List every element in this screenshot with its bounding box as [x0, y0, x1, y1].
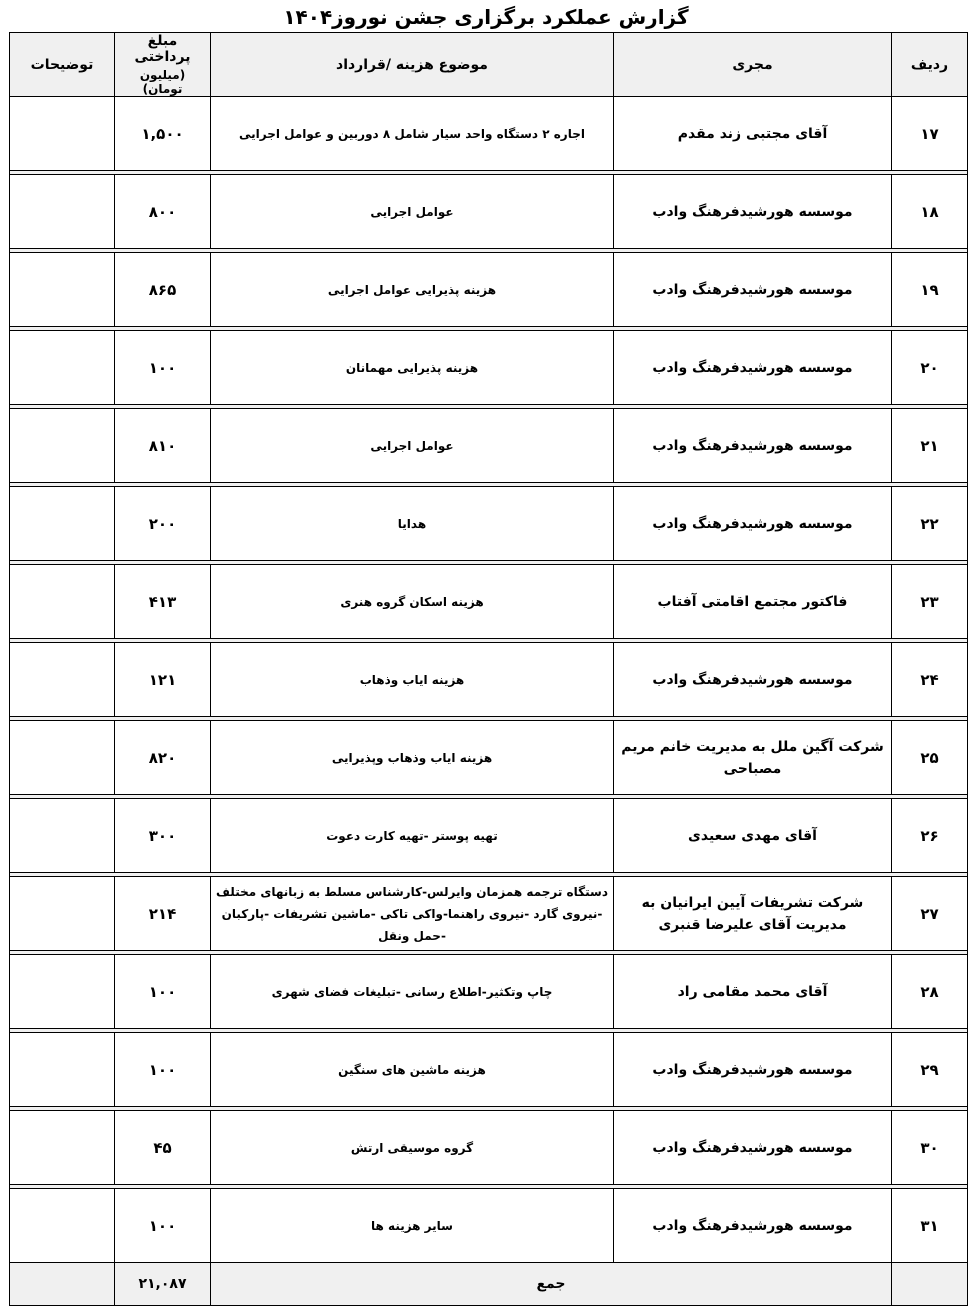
- total-amount: ۲۱,۰۸۷: [115, 1263, 211, 1306]
- notes-cell: [10, 721, 115, 795]
- total-row: [10, 1263, 968, 1306]
- subject-cell: سایر هزینه ها: [211, 1189, 614, 1263]
- row-number-cell: ۲۵: [892, 721, 968, 795]
- subject-cell: چاپ وتکثیر-اطلاع رسانی -تبلیغات فضای شهری: [211, 955, 614, 1029]
- table-row: [10, 877, 968, 951]
- amount-cell: ۱,۵۰۰: [115, 97, 211, 171]
- subject-cell: هزینه ایاب وذهاب وپذیرایی: [211, 721, 614, 795]
- table-row: [10, 409, 968, 483]
- amount-cell: ۱۲۱: [115, 643, 211, 717]
- notes-cell: [10, 565, 115, 639]
- subject-cell: تهیه پوستر -تهیه کارت دعوت: [211, 799, 614, 873]
- row-number-cell: ۳۱: [892, 1189, 968, 1263]
- table-row: [10, 253, 968, 327]
- row-number-cell: ۲۶: [892, 799, 968, 873]
- row-number-cell: ۲۷: [892, 877, 968, 951]
- executor-cell: شرکت تشریفات آیین ایرانیان به مدیریت آقای علیرضا قنبری: [614, 877, 892, 951]
- amount-cell: ۱۰۰: [115, 1189, 211, 1263]
- executor-cell: موسسه هورشیدفرهنگ وادب: [614, 331, 892, 405]
- table-row: [10, 955, 968, 1029]
- subject-cell: اجاره ۲ دستگاه واحد سیار شامل ۸ دوربین و عوامل اجرایی: [211, 97, 614, 171]
- amount-cell: ۸۶۵: [115, 253, 211, 327]
- header-amount: [115, 33, 211, 97]
- amount-cell: ۱۰۰: [115, 955, 211, 1029]
- amount-cell: ۸۲۰: [115, 721, 211, 795]
- notes-cell: [10, 175, 115, 249]
- executor-cell: موسسه هورشیدفرهنگ وادب: [614, 175, 892, 249]
- table-row: [10, 565, 968, 639]
- table-row: [10, 1111, 968, 1185]
- subject-cell: عوامل اجرایی: [211, 175, 614, 249]
- notes-cell: [10, 1033, 115, 1107]
- executor-cell: موسسه هورشیدفرهنگ وادب: [614, 1189, 892, 1263]
- executor-cell: آقای مجتبی زند مقدم: [614, 97, 892, 171]
- row-number-cell: ۲۹: [892, 1033, 968, 1107]
- notes-cell: [10, 1189, 115, 1263]
- table-header-row: [10, 33, 968, 97]
- notes-cell: [10, 331, 115, 405]
- executor-cell: فاکتور مجتمع اقامتی آفتاب: [614, 565, 892, 639]
- header-notes: توضیحات: [10, 33, 115, 97]
- table-row: [10, 1033, 968, 1107]
- notes-cell: [10, 955, 115, 1029]
- amount-cell: ۸۰۰: [115, 175, 211, 249]
- amount-cell: ۳۰۰: [115, 799, 211, 873]
- notes-cell: [10, 643, 115, 717]
- row-number-cell: ۱۷: [892, 97, 968, 171]
- executor-cell: موسسه هورشیدفرهنگ وادب: [614, 1033, 892, 1107]
- amount-cell: ۴۵: [115, 1111, 211, 1185]
- row-number-cell: ۲۴: [892, 643, 968, 717]
- row-number-cell: ۳۰: [892, 1111, 968, 1185]
- header-subject: موضوع هزینه /قرارداد: [211, 33, 614, 97]
- table-row: [10, 799, 968, 873]
- row-number-cell: ۲۰: [892, 331, 968, 405]
- header-executor: مجری: [614, 33, 892, 97]
- table-row: [10, 721, 968, 795]
- amount-cell: ۱۰۰: [115, 1033, 211, 1107]
- total-notes-cell: [10, 1263, 115, 1306]
- row-number-cell: ۲۱: [892, 409, 968, 483]
- notes-cell: [10, 877, 115, 951]
- amount-cell: ۲۱۴: [115, 877, 211, 951]
- header-amount-unit: (میلیون تومان): [139, 68, 186, 96]
- table-row: [10, 97, 968, 171]
- executor-cell: موسسه هورشیدفرهنگ وادب: [614, 643, 892, 717]
- executor-cell: آقای محمد مقامی راد: [614, 955, 892, 1029]
- notes-cell: [10, 487, 115, 561]
- table-row: [10, 643, 968, 717]
- amount-cell: ۱۰۰: [115, 331, 211, 405]
- row-number-cell: ۲۲: [892, 487, 968, 561]
- total-spacer-cell: [892, 1263, 968, 1306]
- subject-cell: هدایا: [211, 487, 614, 561]
- executor-cell: موسسه هورشیدفرهنگ وادب: [614, 1111, 892, 1185]
- table-row: [10, 1189, 968, 1263]
- amount-cell: ۸۱۰: [115, 409, 211, 483]
- subject-cell: هزینه پذیرایی مهمانان: [211, 331, 614, 405]
- notes-cell: [10, 409, 115, 483]
- row-number-cell: ۱۹: [892, 253, 968, 327]
- executor-cell: شرکت آگین ملل به مدیریت خانم مریم مصباحی: [614, 721, 892, 795]
- amount-cell: ۴۱۳: [115, 565, 211, 639]
- subject-cell: هزینه اسکان گروه هنری: [211, 565, 614, 639]
- executor-cell: آقای مهدی سعیدی: [614, 799, 892, 873]
- executor-cell: موسسه هورشیدفرهنگ وادب: [614, 253, 892, 327]
- expense-table: [9, 32, 968, 1306]
- total-label: جمع: [211, 1263, 892, 1306]
- report-title: گزارش عملکرد برگزاری جشن نوروز۱۴۰۴: [283, 5, 689, 29]
- executor-cell: موسسه هورشیدفرهنگ وادب: [614, 409, 892, 483]
- subject-cell: دستگاه ترجمه همزمان وایرلس-کارشناس مسلط به زبانهای مختلف -نیروی گارد -نیروی راهنما-واکی تاکی -ماشین تشریفات -پارکبان -حمل ونقل: [211, 877, 614, 951]
- notes-cell: [10, 799, 115, 873]
- table-body: [10, 97, 968, 1263]
- amount-cell: ۲۰۰: [115, 487, 211, 561]
- notes-cell: [10, 253, 115, 327]
- notes-cell: [10, 97, 115, 171]
- notes-cell: [10, 1111, 115, 1185]
- subject-cell: هزینه ایاب وذهاب: [211, 643, 614, 717]
- subject-cell: عوامل اجرایی: [211, 409, 614, 483]
- row-number-cell: ۲۸: [892, 955, 968, 1029]
- row-number-cell: ۱۸: [892, 175, 968, 249]
- table-row: [10, 331, 968, 405]
- table-row: [10, 487, 968, 561]
- table-row: [10, 175, 968, 249]
- subject-cell: هزینه ماشین های سنگین: [211, 1033, 614, 1107]
- subject-cell: هزینه پذیرایی عوامل اجرایی: [211, 253, 614, 327]
- subject-cell: گروه موسیقی ارتش: [211, 1111, 614, 1185]
- row-number-cell: ۲۳: [892, 565, 968, 639]
- header-row-number: ردیف: [892, 33, 968, 97]
- header-amount-label: مبلغ پرداختی: [134, 33, 191, 65]
- executor-cell: موسسه هورشیدفرهنگ وادب: [614, 487, 892, 561]
